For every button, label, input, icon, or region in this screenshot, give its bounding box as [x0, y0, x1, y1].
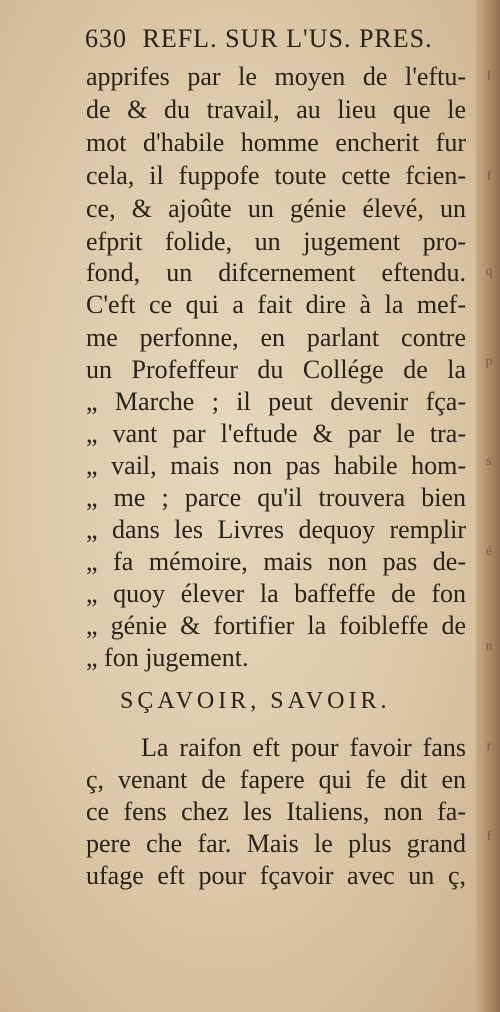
text-line: pere che far. Mais le plus grand	[86, 829, 466, 858]
text-line: ce fens chez les Italiens, non fa-	[86, 797, 466, 826]
text-line: La raifon eft pour favoir fans	[141, 733, 466, 762]
text-line: C'eft ce qui a fait dire à la mef-	[86, 290, 466, 319]
text-line: „ vant par l'eftude & par le tra-	[86, 419, 466, 448]
text-line: „ Marche ; il peut devenir fça-	[86, 387, 466, 416]
section-heading: SÇAVOIR, SAVOIR.	[120, 688, 391, 714]
page-number: 630	[85, 24, 127, 53]
text-line: ufage eft pour fçavoir avec un ç,	[86, 861, 466, 890]
running-title: REFL. SUR L'US. PRES.	[142, 24, 433, 53]
text-line: efprit folide, un jugement pro-	[86, 227, 466, 256]
text-line: „ quoy élever la baffeffe de fon	[86, 579, 466, 608]
text-line: apprifes par le moyen de l'eftu-	[86, 62, 466, 91]
running-header	[85, 24, 433, 64]
text-line: „ vail, mais non pas habile hom-	[86, 451, 466, 480]
text-line: fond, un difcernement eftendu.	[86, 258, 466, 287]
text-line: „ génie & fortifier la foibleffe de	[86, 611, 466, 640]
text-line: ç, venant de fapere qui fe dit en	[86, 765, 466, 794]
text-line: me perfonne, en parlant contre	[86, 323, 466, 352]
text-line: mot d'habile homme encherit fur	[86, 128, 466, 157]
text-line: „ dans les Livres dequoy remplir	[86, 515, 466, 544]
facing-page-edge	[476, 0, 500, 1012]
text-line: cela, il fuppofe toute cette fcien-	[86, 161, 466, 190]
text-line: de & du travail, au lieu que le	[86, 95, 466, 124]
text-line: „ me ; parce qu'il trouvera bien	[86, 483, 466, 512]
text-line: „ fa mémoire, mais non pas de-	[86, 547, 466, 576]
text-line: un Profeffeur du Collége de la	[86, 355, 466, 384]
text-line: ce, & ajoûte un génie élevé, un	[86, 194, 466, 223]
text-line: „ fon jugement.	[86, 643, 249, 672]
